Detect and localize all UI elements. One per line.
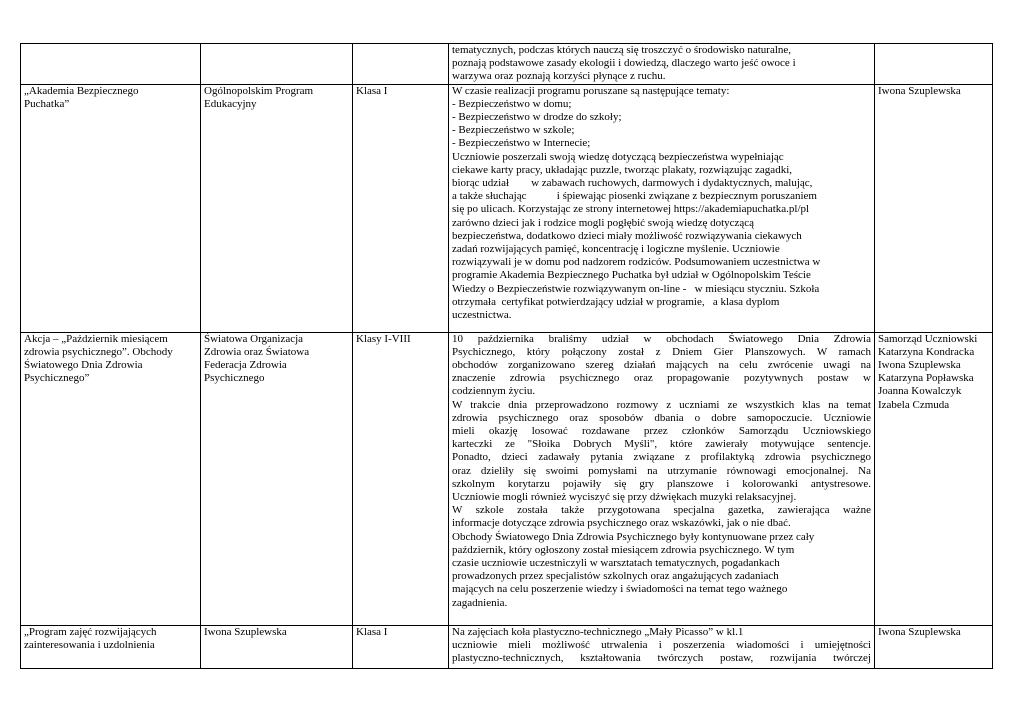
- responsible-cell: [875, 84, 993, 332]
- description-line: prowadzonych przez specjalistów szkolnych oraz angażujących zadaniach: [452, 570, 779, 583]
- program-name-cell: [21, 332, 201, 625]
- responsible-person: Katarzyna Popławska: [878, 372, 974, 385]
- description-line: warzywa oraz poznają korzyści płynące z ruchu.: [452, 70, 666, 83]
- responsible-person: Iwona Szuplewska: [878, 84, 961, 97]
- organizer-line: Ogólnopolskim Program: [204, 84, 314, 97]
- description-line: mających na celu poszerzenie wiedzy i świadomości na temat tego ważnego: [452, 583, 788, 596]
- responsible-cell: [875, 625, 993, 668]
- description-line: - Bezpieczeństwo w szkole;: [452, 124, 575, 137]
- organizer-line: Światowa Organizacja: [204, 332, 304, 345]
- program-name-line: „Akademia Bezpiecznego: [24, 84, 139, 97]
- description-cell: [449, 44, 875, 85]
- description-line: Na zajęciach koła plastyczno-technicznego „Mały Picasso” w kl.1: [452, 625, 744, 638]
- description-line: Obchody Światowego Dnia Zdrowia Psychicznego były kontynuowane przez cały: [452, 530, 815, 543]
- description-cell: [449, 625, 875, 668]
- organizer-cell: [201, 84, 353, 332]
- responsible-person: Joanna Kowalczyk: [878, 385, 962, 398]
- table-row: [21, 44, 993, 85]
- description-line: 10 października braliśmy udział w obchodach Światowego Dnia Zdrowia: [452, 332, 871, 345]
- description-line: rozwiązywali je w domu pod nadzorem rodziców. Podsumowaniem uczestnictwa w: [452, 256, 821, 269]
- description-line: Wiedzy o Bezpieczeństwie rozwiązywanym on-line - w miesiącu styczniu. Szkoła: [452, 282, 820, 295]
- description-line: oraz dzieliły się swoimi pomysłami na utrzymanie równowagi emocjonalnej. Na: [452, 464, 871, 477]
- organizer-cell: [201, 625, 353, 668]
- organizer-line: Zdrowia oraz Światowa: [204, 345, 310, 358]
- class-text: Klasa I: [356, 625, 388, 638]
- responsible-person: Izabela Czmuda: [878, 398, 950, 411]
- description-line: tematycznych, podczas których nauczą się troszczyć o środowisko naturalne,: [452, 44, 792, 56]
- responsible-person: Samorząd Uczniowski: [878, 332, 978, 345]
- program-name-cell: [21, 44, 201, 85]
- organizer-line: Iwona Szuplewska: [204, 625, 287, 638]
- table-row: [21, 332, 993, 625]
- description-line: Ponadto, dzieci zadawały pytania związane z profilaktyką zdrowia psychicznego: [452, 451, 871, 464]
- description-line: - Bezpieczeństwo w drodze do szkoły;: [452, 111, 622, 124]
- description-line: - Bezpieczeństwo w Internecie;: [452, 137, 591, 150]
- description-cell: [449, 332, 875, 625]
- program-name-cell: [21, 625, 201, 668]
- responsible-person: Iwona Szuplewska: [878, 359, 961, 372]
- description-line: informacje dotyczące zdrowia psychicznego oraz wskazówki, jak o nie dbać.: [452, 517, 791, 530]
- organizer-cell: [201, 332, 353, 625]
- description-line: bezpieczeństwa, dodatkowo dzieci miały możliwość rozwiązywania ciekawych: [452, 229, 802, 242]
- program-name-line: Akcja – „Październik miesiącem: [24, 332, 168, 345]
- description-line: otrzymała certyfikat potwierdzający udział w programie, a klasa dyplom: [452, 295, 780, 308]
- class-text: Klasy I-VIII: [356, 332, 411, 345]
- program-name-line: zainteresowania i uzdolnienia: [24, 638, 155, 651]
- description-line: obchodów zorganizowano szereg działań mających na celu zwrócenie uwagi na: [452, 359, 871, 372]
- program-name-line: Światowego Dnia Zdrowia: [24, 359, 143, 372]
- program-name-cell: [21, 84, 201, 332]
- organizer-line: Federacja Zdrowia: [204, 359, 287, 372]
- description-line: poznają podstawowe zasady ekologii i dowiedzą, dlaczego warto jeść owoce i: [452, 57, 796, 70]
- description-line: Psychicznego, który połączony został z Dniem Gier Planszowych. W ramach: [452, 345, 871, 358]
- description-line: W czasie realizacji programu poruszane są następujące tematy:: [452, 84, 730, 97]
- description-line: uczniowie mieli możliwość utrwalenia i poszerzenia wiadomości i umiejętności: [452, 638, 871, 651]
- organizer-cell: [201, 44, 353, 85]
- program-name-line: zdrowia psychicznego”. Obchody: [24, 345, 173, 358]
- description-line: W szkole została także przygotowana specjalna gazetka, zawierająca ważne: [452, 504, 871, 517]
- description-line: październik, który ogłoszony został miesiącem zdrowia psychicznego. W tym: [452, 543, 795, 556]
- class-cell: [353, 44, 449, 85]
- description-line: mieli okazję losować rozdawane przez członków Samorządu Uczniowskiego: [452, 425, 871, 438]
- class-text: Klasa I: [356, 84, 388, 97]
- description-line: zdrowia psychicznego oraz sposobów dbania o dobre samopoczucie. Uczniowie: [452, 411, 871, 424]
- description-line: ciekawe karty pracy, układając puzzle, tworząc plakaty, rozwiązując zagadki,: [452, 163, 792, 176]
- organizer-line: Psychicznego: [204, 372, 265, 385]
- description-line: Uczniowie poszerzali swoją wiedzę dotyczącą bezpieczeństwa wypełniając: [452, 150, 784, 163]
- description-line: a także słuchając i śpiewając piosenki związane z bezpiecznym poruszaniem: [452, 190, 817, 203]
- description-cell: [449, 84, 875, 332]
- description-line: zarówno dzieci jak i rodzice mogli pogłębić swoją wiedzę dotyczącą: [452, 216, 755, 229]
- responsible-person: Iwona Szuplewska: [878, 625, 961, 638]
- description-line: się po ulicach. Korzystając ze strony internetowej https://akademiapuchatka.pl/pl: [452, 203, 810, 216]
- table-row: [21, 84, 993, 332]
- program-name-line: „Program zajęć rozwijających: [24, 625, 157, 638]
- description-line: karteczki ze "Słoika Dobrych Myśli", które zawierały motywujące sentencje.: [452, 438, 871, 451]
- organizer-line: Edukacyjny: [204, 97, 257, 110]
- description-line: biorąc udział w zabawach ruchowych, darmowych i dydaktycznych, malując,: [452, 177, 813, 190]
- responsible-cell: [875, 44, 993, 85]
- class-cell: [353, 84, 449, 332]
- description-line: uczestnictwa.: [452, 309, 512, 322]
- class-cell: [353, 332, 449, 625]
- description-line: znaczenie zdrowia psychicznego oraz propagowanie pozytywnych postaw w: [452, 372, 871, 385]
- description-line: zagadnienia.: [452, 596, 508, 609]
- description-line: zadań rozwijających pamięć, koncentrację i logiczne myślenie. Uczniowie: [452, 243, 780, 256]
- report-table: [20, 43, 993, 669]
- responsible-person: Katarzyna Kondracka: [878, 345, 975, 358]
- description-line: codziennym życiu.: [452, 385, 536, 398]
- description-line: W trakcie dnia przeprowadzono rozmowy z uczniami ze wszystkich klas na temat: [452, 398, 871, 411]
- program-name-line: Puchatka”: [24, 97, 70, 110]
- program-name-line: Psychicznego”: [24, 372, 90, 385]
- description-line: czasie uczniowie uczestniczyli w warsztatach tematycznych, pogadankach: [452, 557, 780, 570]
- class-cell: [353, 625, 449, 668]
- description-line: Uczniowie mogli również wyciszyć się przy dźwiękach muzyki relaksacyjnej.: [452, 491, 797, 504]
- description-line: - Bezpieczeństwo w domu;: [452, 97, 572, 110]
- responsible-cell: [875, 332, 993, 625]
- table-row: [21, 625, 993, 668]
- description-line: programie Akademia Bezpiecznego Puchatka był udział w Ogólnopolskim Teście: [452, 269, 811, 282]
- description-line: szkolnym korytarzu pojawiły się gry planszowe i kolorowanki antystresowe.: [452, 477, 871, 490]
- description-line: plastyczno-technicznych, kształtowania twórczych postaw, rozwijania twórczej: [452, 652, 871, 665]
